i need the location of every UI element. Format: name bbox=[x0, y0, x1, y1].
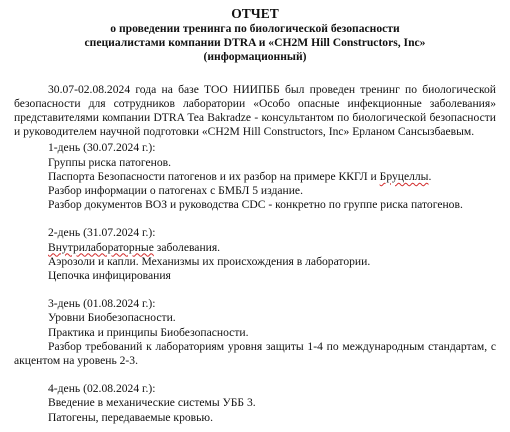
day4-item-2: Патогены, передаваемые кровью. bbox=[48, 410, 213, 424]
day4-heading: 4-день (02.08.2024 г.): bbox=[48, 382, 156, 396]
day2-heading: 2-день (31.07.2024 г.): bbox=[48, 226, 156, 240]
document-header bbox=[14, 6, 496, 65]
day2-item-1 bbox=[14, 241, 496, 255]
day1-heading: 1-день (30.07.2024 г.): bbox=[48, 141, 156, 155]
day1-item-2 bbox=[14, 170, 496, 184]
subtitle-line-1: о проведении тренинга по биологической безопасности bbox=[110, 22, 400, 35]
day3-item-2: Практика и принципы Биобезопасности. bbox=[48, 325, 249, 339]
spellcheck-flagged-word[interactable]: Внутрилабораторные bbox=[48, 240, 154, 254]
spacer bbox=[14, 283, 496, 297]
day1-item-1: Группы риска патогенов. bbox=[48, 155, 172, 169]
day3-item-3: Разбор требований к лабораториям уровня защиты 1-4 по международным стандартам, с акцентом на уровень 2-3. bbox=[14, 339, 496, 368]
intro-paragraph: 30.07-02.08.2024 года на базе ТОО НИИПББ был проведен тренинг по биологической безопасности для сотрудников лаборатории «Особо опасные инфекционные заболевания» представителями компании DTRA Tea Bakradze - консультантом по биологической безопасности и руководителем научной подготовки «CH2M Hill Constructors, Inc» Ерланом Сансызбаевым. bbox=[14, 82, 496, 139]
spacer bbox=[14, 212, 496, 226]
spacer bbox=[14, 368, 496, 382]
day3-heading: 3-день (01.08.2024 г.): bbox=[48, 297, 156, 311]
day2-item-3: Цепочка инфицирования bbox=[48, 269, 171, 283]
day1-item-3: Разбор информации о патогенах с БМБЛ 5 издание. bbox=[48, 184, 303, 198]
subtitle-line-3: (информационный) bbox=[203, 50, 307, 64]
day4-item-1: Введение в механические системы УББ 3. bbox=[48, 396, 256, 410]
subtitle-line-2: специалистами компании DTRA и «CH2M Hill Constructors, Inc» bbox=[84, 36, 426, 50]
day2-item-2: Аэрозоли и капли. Механизмы их происхождения в лаборатории. bbox=[48, 254, 371, 268]
day1-item-2-text: Паспорта Безопасности патогенов и их разбор на примере ККГЛ и bbox=[48, 169, 380, 183]
document-title: ОТЧЕТ bbox=[231, 6, 279, 21]
day2-item-1-text: заболевания. bbox=[153, 240, 221, 254]
spellcheck-flagged-word[interactable]: Бруцеллы bbox=[379, 169, 429, 183]
day3-item-1: Уровни Биобезопасности. bbox=[48, 311, 176, 325]
day1-item-2-end: . bbox=[428, 169, 432, 183]
day1-item-4: Разбор документов ВОЗ и руководства CDC - конкретно по группе риска патогенов. bbox=[48, 198, 463, 212]
